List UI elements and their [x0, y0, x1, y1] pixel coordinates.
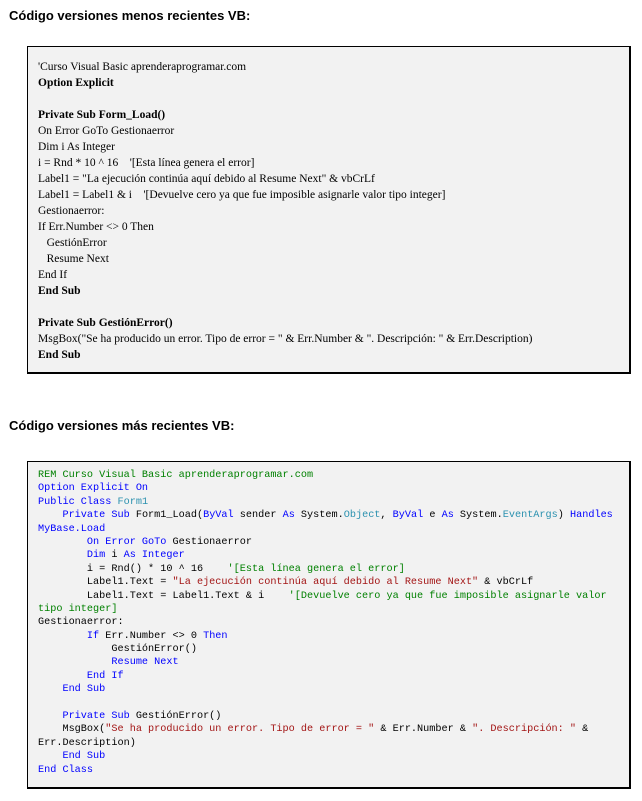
heading-newer-vb: Código versiones más recientes VB: [9, 418, 235, 433]
code-line [38, 630, 625, 643]
code-line [38, 710, 625, 723]
code-text-older-vb [38, 59, 623, 363]
code-line-blank [38, 299, 623, 315]
code-token: & vbCrLf [478, 577, 534, 589]
code-token: Private Sub [38, 711, 130, 723]
code-token: MyBase.Load [38, 523, 106, 535]
code-line-blank [38, 697, 625, 710]
code-token: , [380, 510, 393, 522]
code-line: On Error GoTo Gestionaerror [38, 125, 175, 137]
code-token: Then [203, 630, 228, 642]
code-line [38, 563, 625, 576]
code-token: i [105, 550, 124, 562]
code-token: As Integer [123, 550, 185, 562]
code-token: & Err.Number & [374, 724, 473, 736]
code-line: End Sub [38, 285, 81, 297]
code-line: Resume Next [38, 657, 179, 669]
code-line: End Sub [38, 349, 81, 361]
code-line: Resume Next [38, 253, 109, 265]
code-line [38, 576, 625, 589]
code-line: GestiónError() [38, 644, 197, 656]
code-line: Err.Description) [38, 737, 136, 749]
code-token: Form1 [117, 496, 149, 508]
code-token: Form1_Load( [135, 510, 204, 522]
code-block-newer-vb [27, 461, 631, 789]
code-token: Private Sub [38, 510, 136, 522]
code-line: End Class [38, 764, 94, 776]
code-token: ) [557, 510, 570, 522]
code-token: & [576, 724, 589, 736]
code-line: Private Sub GestiónError() [38, 317, 173, 329]
code-token: '[Esta línea genera el error] [227, 563, 405, 575]
code-line [38, 590, 625, 603]
code-line: Option Explicit On [38, 483, 149, 495]
code-token: ". Descripción: " [472, 724, 577, 736]
code-line: Option Explicit [38, 77, 114, 89]
heading-older-vb: Código versiones menos recientes VB: [9, 8, 251, 23]
code-line: Gestionaerror: [38, 617, 124, 629]
code-token: Err.Number <> 0 [99, 630, 204, 642]
code-line: MsgBox("Se ha producido un error. Tipo de error = " & Err.Number & ". Descripción: " & Err.Description) [38, 333, 533, 345]
code-line: Label1 = "La ejecución continúa aquí debido al Resume Next" & vbCrLf [38, 173, 375, 185]
code-text-newer-vb [38, 469, 625, 777]
code-line [38, 509, 625, 522]
code-token: As [441, 510, 454, 522]
code-token: System. [294, 510, 344, 522]
code-token: ByVal [392, 510, 424, 522]
code-line: End If [38, 670, 124, 682]
code-token: Object [343, 510, 381, 522]
code-token: If [38, 630, 100, 642]
code-line: 'Curso Visual Basic aprenderaprogramar.com [38, 61, 247, 73]
code-line: Private Sub Form_Load() [38, 109, 166, 121]
code-line: GestiónError [38, 237, 107, 249]
code-line [38, 549, 625, 562]
code-token: "La ejecución continúa aquí debido al Resume Next" [172, 577, 479, 589]
code-token: System. [453, 510, 503, 522]
code-line: i = Rnd * 10 ^ 16 '[Esta línea genera el error] [38, 157, 255, 169]
code-token: On Error GoTo [38, 536, 167, 548]
code-token: sender [233, 510, 283, 522]
code-line: tipo integer] [38, 603, 118, 615]
code-block-older-vb [27, 46, 631, 374]
code-line: REM Curso Visual Basic aprenderaprogramar.com [38, 470, 314, 481]
code-token: MsgBox( [38, 724, 106, 736]
code-token: Handles [570, 510, 613, 522]
code-token: Dim [38, 550, 106, 562]
code-line: Label1 = Label1 & i '[Devuelve cero ya que fue imposible asignarle valor tipo integer] [38, 189, 446, 201]
code-line [38, 536, 625, 549]
code-token: Label1.Text = [38, 577, 173, 589]
code-line: Dim i As Integer [38, 141, 115, 153]
code-token: As [282, 510, 295, 522]
code-line [38, 523, 625, 536]
code-token: ByVal [203, 510, 234, 522]
code-token: i = Rnd() * 10 ^ 16 [38, 563, 228, 575]
code-token: Public Class [38, 496, 118, 508]
code-line: End Sub [38, 751, 106, 763]
code-line: End Sub [38, 684, 106, 696]
code-line [38, 496, 625, 509]
code-token: Label1.Text = Label1.Text & i [38, 590, 289, 602]
code-token: "Se ha producido un error. Tipo de error = " [105, 724, 375, 736]
code-line [38, 723, 625, 736]
code-token: GestiónError() [129, 711, 222, 723]
code-token: Gestionaerror [166, 536, 252, 548]
code-line-blank [38, 91, 623, 107]
code-line: If Err.Number <> 0 Then [38, 221, 154, 233]
code-token: e [423, 510, 442, 522]
code-line: Gestionaerror: [38, 205, 105, 217]
code-line: End If [38, 269, 68, 281]
code-token: EventArgs [502, 510, 558, 522]
code-token: '[Devuelve cero ya que fue imposible asignarle valor [288, 590, 607, 602]
